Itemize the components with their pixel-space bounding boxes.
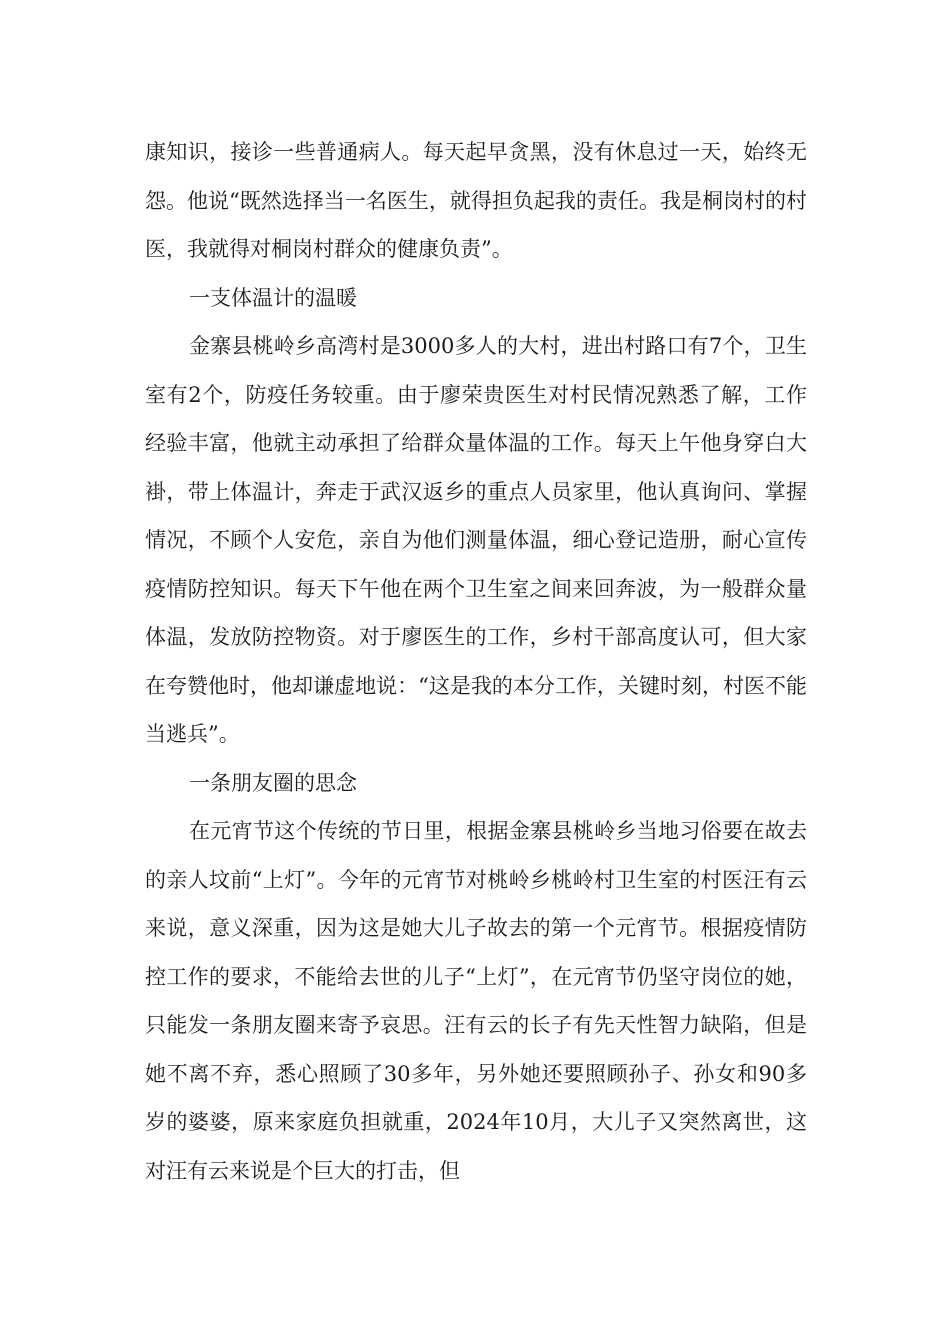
document-body xyxy=(145,128,807,1195)
paragraph-moments: 在元宵节这个传统的节日里，根据金寨县桃岭乡当地习俗要在故去的亲人坟前“上灯”。今年的元宵节对桃岭乡桃岭村卫生室的村医汪有云来说，意义深重，因为这是她大儿子故去的第一个元宵节。根据疫情防控工作的要求，不能给去世的儿子“上灯”，在元宵节仍坚守岗位的她，只能发一条朋友圈来寄予哀思。汪有云的长子有先天性智力缺陷，但是她不离不弃，悉心照顾了30多年，另外她还要照顾孙子、孙女和90多岁的婆婆，原来家庭负担就重，2024年10月，大儿子又突然离世，这对汪有云来说是个巨大的打击，但 xyxy=(145,819,807,1183)
paragraph-continuation: 康知识，接诊一些普通病人。每天起早贪黑，没有休息过一天，始终无怨。他说“既然选择当一名医生，就得担负起我的责任。我是桐岗村的村医，我就得对桐岗村群众的健康负责”。 xyxy=(145,140,807,261)
section-heading-thermometer: 一支体温计的温暖 xyxy=(189,285,357,310)
section-heading-moments: 一条朋友圈的思念 xyxy=(189,770,357,795)
paragraph-thermometer: 金寨县桃岭乡高湾村是3000多人的大村，进出村路口有7个，卫生室有2个，防疫任务较重。由于廖荣贵医生对村民情况熟悉了解，工作经验丰富，他就主动承担了给群众量体温的工作。每天上午他身穿白大褂，带上体温计，奔走于武汉返乡的重点人员家里，他认真询问、掌握情况，不顾个人安危，亲自为他们测量体温，细心登记造册，耐心宣传疫情防控知识。每天下午他在两个卫生室之间来回奔波，为一般群众量体温，发放防控物资。对于廖医生的工作，乡村干部高度认可，但大家在夸赞他时，他却谦虚地说：“这是我的本分工作，关键时刻，村医不能当逃兵”。 xyxy=(145,334,807,746)
